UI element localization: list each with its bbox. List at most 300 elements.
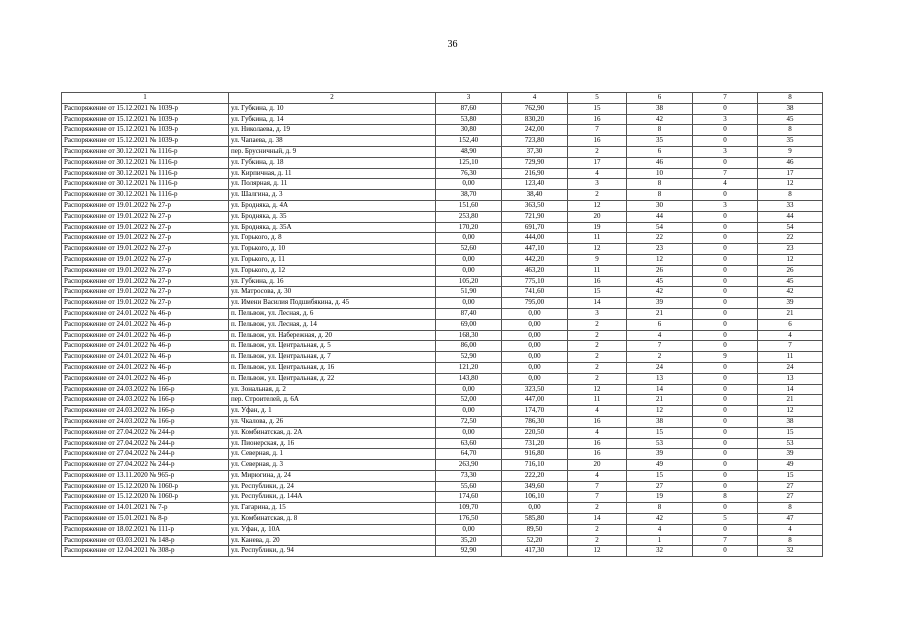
table-cell: 323,50	[502, 384, 568, 395]
table-cell: Распоряжение от 15.12.2021 № 1039-р	[62, 136, 229, 147]
registry-table	[61, 92, 823, 557]
table-cell: 22	[627, 233, 693, 244]
table-cell: 12	[568, 546, 627, 557]
table-cell: 21	[758, 395, 823, 406]
table-cell: ул. Горького, д. 12	[229, 265, 436, 276]
table-body	[62, 103, 823, 556]
table-cell: 0	[693, 125, 758, 136]
table-cell: 170,20	[436, 222, 502, 233]
table-cell: 3	[693, 114, 758, 125]
column-number-header: 4	[502, 93, 568, 104]
table-cell: 0	[693, 265, 758, 276]
table-cell: 174,70	[502, 406, 568, 417]
table-cell: 15	[568, 103, 627, 114]
table-cell: Распоряжение от 15.12.2020 № 1060-р	[62, 481, 229, 492]
table-cell: 691,70	[502, 222, 568, 233]
table-cell: 716,10	[502, 460, 568, 471]
table-cell: ул. Губкина, д. 14	[229, 114, 436, 125]
table-cell: ул. Уфан, д. 10А	[229, 524, 436, 535]
table-row	[62, 395, 823, 406]
table-cell: 417,30	[502, 546, 568, 557]
table-cell: 8	[758, 503, 823, 514]
table-cell: 7	[568, 481, 627, 492]
table-cell: 12	[627, 406, 693, 417]
table-cell: 44	[627, 211, 693, 222]
table-cell: 2	[568, 319, 627, 330]
table-cell: п. Пельвож, ул. Лесная, д. 14	[229, 319, 436, 330]
table-row	[62, 114, 823, 125]
table-cell: 0,00	[436, 265, 502, 276]
table-cell: 0,00	[502, 352, 568, 363]
table-row	[62, 190, 823, 201]
table-cell: 27	[627, 481, 693, 492]
table-cell: п. Пельвож, ул. Центральная, д. 5	[229, 341, 436, 352]
table-cell: ул. Имени Василия Подшибякина, д. 45	[229, 298, 436, 309]
table-cell: ул. Горького, д. 11	[229, 254, 436, 265]
table-cell: 8	[627, 190, 693, 201]
table-cell: 0	[693, 211, 758, 222]
table-cell: 26	[758, 265, 823, 276]
table-row	[62, 200, 823, 211]
table-cell: 87,40	[436, 308, 502, 319]
table-cell: 7	[693, 535, 758, 546]
table-cell: ул. Чапаева, д. 38	[229, 136, 436, 147]
table-cell: 16	[568, 136, 627, 147]
table-cell: 4	[568, 427, 627, 438]
table-cell: 0,00	[502, 503, 568, 514]
table-cell: п. Пельвож, ул. Набережная, д. 20	[229, 330, 436, 341]
table-cell: Распоряжение от 19.01.2022 № 27-р	[62, 254, 229, 265]
table-row	[62, 211, 823, 222]
table-cell: 762,90	[502, 103, 568, 114]
table-cell: 35,20	[436, 535, 502, 546]
table-cell: 220,50	[502, 427, 568, 438]
table-cell: 786,30	[502, 416, 568, 427]
table-cell: 0	[693, 481, 758, 492]
table-row	[62, 168, 823, 179]
table-cell: Распоряжение от 12.04.2021 № 308-р	[62, 546, 229, 557]
table-cell: ул. Бродняка, д. 35	[229, 211, 436, 222]
table-cell: 0	[693, 427, 758, 438]
table-cell: 38	[758, 103, 823, 114]
table-cell: 723,80	[502, 136, 568, 147]
table-cell: 741,60	[502, 287, 568, 298]
table-row	[62, 287, 823, 298]
table-cell: 3	[568, 308, 627, 319]
table-cell: 6	[758, 319, 823, 330]
table-cell: 22	[758, 233, 823, 244]
table-cell: 463,20	[502, 265, 568, 276]
table-cell: 54	[758, 222, 823, 233]
table-cell: Распоряжение от 30.12.2021 № 1116-р	[62, 168, 229, 179]
table-row	[62, 136, 823, 147]
table-cell: 0,00	[502, 319, 568, 330]
table-cell: Распоряжение от 30.12.2021 № 1116-р	[62, 146, 229, 157]
table-row	[62, 503, 823, 514]
table-cell: ул. Уфан, д. 1	[229, 406, 436, 417]
table-cell: 16	[568, 449, 627, 460]
table-cell: Распоряжение от 30.12.2021 № 1116-р	[62, 157, 229, 168]
table-cell: 44	[758, 211, 823, 222]
table-cell: 0	[693, 460, 758, 471]
table-cell: ул. Республики, д. 24	[229, 481, 436, 492]
table-row	[62, 179, 823, 190]
table-cell: 0	[693, 244, 758, 255]
table-cell: 2	[568, 330, 627, 341]
table-cell: Распоряжение от 30.12.2021 № 1116-р	[62, 190, 229, 201]
table-cell: Распоряжение от 24.01.2022 № 46-р	[62, 308, 229, 319]
table-cell: 15	[758, 427, 823, 438]
column-number-header: 1	[62, 93, 229, 104]
table-cell: ул. Мирюгина, д. 24	[229, 470, 436, 481]
table-row	[62, 352, 823, 363]
table-cell: 47	[758, 514, 823, 525]
table-cell: 0	[693, 298, 758, 309]
table-cell: 86,00	[436, 341, 502, 352]
table-cell: 42	[627, 114, 693, 125]
column-number-header: 8	[758, 93, 823, 104]
table-cell: 0	[693, 136, 758, 147]
table-cell: ул. Зональная, д. 2	[229, 384, 436, 395]
table-cell: Распоряжение от 18.02.2021 № 111-р	[62, 524, 229, 535]
table-cell: 3	[568, 179, 627, 190]
table-cell: 168,30	[436, 330, 502, 341]
table-cell: 109,70	[436, 503, 502, 514]
table-cell: 8	[758, 535, 823, 546]
table-cell: Распоряжение от 24.01.2022 № 46-р	[62, 352, 229, 363]
table-cell: 11	[568, 265, 627, 276]
table-cell: 8	[758, 190, 823, 201]
page-number: 36	[447, 39, 458, 50]
table-cell: 0,00	[436, 298, 502, 309]
table-cell: 23	[627, 244, 693, 255]
table-cell: 4	[568, 168, 627, 179]
table-cell: ул. Губкина, д. 16	[229, 276, 436, 287]
table-cell: 447,10	[502, 244, 568, 255]
table-cell: 3	[693, 200, 758, 211]
table-cell: 37,30	[502, 146, 568, 157]
table-cell: 8	[627, 125, 693, 136]
table-row	[62, 449, 823, 460]
table-row	[62, 298, 823, 309]
table-cell: ул. Пионерская, д. 16	[229, 438, 436, 449]
table-cell: 15	[627, 427, 693, 438]
table-cell: 3	[693, 146, 758, 157]
table-cell: ул. Комбинатская, д. 2А	[229, 427, 436, 438]
table-cell: 0	[693, 384, 758, 395]
table-cell: 0	[693, 341, 758, 352]
table-cell: Распоряжение от 19.01.2022 № 27-р	[62, 211, 229, 222]
table-cell: 0	[693, 406, 758, 417]
table-cell: 5	[693, 514, 758, 525]
table-cell: ул. Бродняка, д. 4А	[229, 200, 436, 211]
table-cell: 27	[758, 481, 823, 492]
table-cell: 64,70	[436, 449, 502, 460]
table-cell: 0	[693, 546, 758, 557]
table-cell: 106,10	[502, 492, 568, 503]
table-row	[62, 276, 823, 287]
table-cell: 4	[693, 179, 758, 190]
table-cell: 2	[568, 362, 627, 373]
table-cell: 0	[693, 222, 758, 233]
table-cell: 0	[693, 287, 758, 298]
table-cell: 0,00	[502, 330, 568, 341]
table-row	[62, 103, 823, 114]
table-cell: ул. Республики, д. 94	[229, 546, 436, 557]
table-cell: 731,20	[502, 438, 568, 449]
table-cell: 15	[568, 287, 627, 298]
table-cell: 125,10	[436, 157, 502, 168]
table-row	[62, 146, 823, 157]
table-cell: 14	[568, 514, 627, 525]
table-cell: 444,00	[502, 233, 568, 244]
table-row	[62, 373, 823, 384]
table-cell: 12	[568, 244, 627, 255]
table-row	[62, 514, 823, 525]
table-cell: 15	[758, 470, 823, 481]
table-cell: 10	[627, 168, 693, 179]
table-cell: 0,00	[436, 406, 502, 417]
table-cell: 19	[568, 222, 627, 233]
table-row	[62, 125, 823, 136]
table-cell: 263,90	[436, 460, 502, 471]
table-cell: 87,60	[436, 103, 502, 114]
table-cell: 53	[758, 438, 823, 449]
table-cell: Распоряжение от 15.12.2021 № 1039-р	[62, 125, 229, 136]
table-cell: 72,50	[436, 416, 502, 427]
table-cell: 775,10	[502, 276, 568, 287]
table-cell: 0	[693, 276, 758, 287]
table-row	[62, 438, 823, 449]
table-row	[62, 233, 823, 244]
table-cell: 32	[627, 546, 693, 557]
table-cell: 16	[568, 438, 627, 449]
table-cell: ул. Канева, д. 20	[229, 535, 436, 546]
table-cell: 39	[627, 298, 693, 309]
table-cell: ул. Республики, д. 144А	[229, 492, 436, 503]
table-cell: 38	[627, 416, 693, 427]
table-cell: Распоряжение от 24.01.2022 № 46-р	[62, 362, 229, 373]
table-cell: 2	[568, 524, 627, 535]
table-cell: 2	[568, 146, 627, 157]
table-cell: Распоряжение от 27.04.2022 № 244-р	[62, 449, 229, 460]
table-cell: 76,30	[436, 168, 502, 179]
table-cell: 12	[758, 179, 823, 190]
table-cell: 916,80	[502, 449, 568, 460]
table-cell: 16	[568, 416, 627, 427]
table-cell: Распоряжение от 24.03.2022 № 166-р	[62, 384, 229, 395]
table-cell: 729,90	[502, 157, 568, 168]
table-cell: 30	[627, 200, 693, 211]
table-cell: 11	[568, 395, 627, 406]
table-cell: Распоряжение от 03.03.2021 № 148-р	[62, 535, 229, 546]
table-cell: 4	[758, 330, 823, 341]
table-cell: 38	[758, 416, 823, 427]
table-row	[62, 265, 823, 276]
table-cell: Распоряжение от 19.01.2022 № 27-р	[62, 265, 229, 276]
table-cell: 121,20	[436, 362, 502, 373]
table-cell: 92,90	[436, 546, 502, 557]
table-cell: 12	[568, 200, 627, 211]
table-cell: Распоряжение от 24.01.2022 № 46-р	[62, 330, 229, 341]
table-cell: 49	[627, 460, 693, 471]
table-cell: 12	[758, 406, 823, 417]
table-cell: ул. Полярная, д. 11	[229, 179, 436, 190]
table-cell: 30,80	[436, 125, 502, 136]
table-cell: 21	[627, 395, 693, 406]
table-cell: ул. Матросова, д. 30	[229, 287, 436, 298]
table-cell: 0,00	[436, 233, 502, 244]
table-cell: 0,00	[502, 373, 568, 384]
table-row	[62, 535, 823, 546]
table-cell: Распоряжение от 27.04.2022 № 244-р	[62, 427, 229, 438]
table-cell: 1	[627, 535, 693, 546]
table-cell: 2	[568, 352, 627, 363]
table-row	[62, 460, 823, 471]
column-number-header: 5	[568, 93, 627, 104]
table-cell: п. Пельвож, ул. Лесная, д. 6	[229, 308, 436, 319]
table-cell: 242,00	[502, 125, 568, 136]
table-cell: Распоряжение от 24.03.2022 № 166-р	[62, 416, 229, 427]
table-cell: Распоряжение от 24.03.2022 № 166-р	[62, 395, 229, 406]
table-row	[62, 319, 823, 330]
table-cell: 39	[627, 449, 693, 460]
table-cell: Распоряжение от 19.01.2022 № 27-р	[62, 200, 229, 211]
table-cell: ул. Горького, д. 8	[229, 233, 436, 244]
table-cell: 7	[568, 125, 627, 136]
table-cell: ул. Николаева, д. 19	[229, 125, 436, 136]
table-cell: Распоряжение от 15.12.2021 № 1039-р	[62, 114, 229, 125]
table-cell: п. Пельвож, ул. Центральная, д. 7	[229, 352, 436, 363]
table-cell: Распоряжение от 13.11.2020 № 965-р	[62, 470, 229, 481]
table-cell: 447,00	[502, 395, 568, 406]
table-cell: 253,80	[436, 211, 502, 222]
table-cell: 176,50	[436, 514, 502, 525]
column-number-row	[62, 93, 823, 104]
table-cell: 0	[693, 330, 758, 341]
table-cell: Распоряжение от 19.01.2022 № 27-р	[62, 298, 229, 309]
table-cell: 55,60	[436, 481, 502, 492]
table-cell: 12	[627, 254, 693, 265]
table-cell: 0,00	[436, 384, 502, 395]
table-row	[62, 222, 823, 233]
table-cell: 11	[758, 352, 823, 363]
table-cell: пер. Брусничный, д. 9	[229, 146, 436, 157]
column-number-header: 3	[436, 93, 502, 104]
table-cell: 2	[627, 352, 693, 363]
table-cell: Распоряжение от 19.01.2022 № 27-р	[62, 276, 229, 287]
table-row	[62, 254, 823, 265]
table-cell: Распоряжение от 24.01.2022 № 46-р	[62, 319, 229, 330]
table-cell: 14	[758, 384, 823, 395]
table-cell: 123,40	[502, 179, 568, 190]
table-cell: 2	[568, 373, 627, 384]
table-cell: ул. Губкина, д. 18	[229, 157, 436, 168]
table-cell: 0,00	[436, 179, 502, 190]
table-cell: 105,20	[436, 276, 502, 287]
table-cell: Распоряжение от 15.01.2021 № 8-р	[62, 514, 229, 525]
table-cell: 0	[693, 362, 758, 373]
table-cell: 89,50	[502, 524, 568, 535]
table-cell: 830,20	[502, 114, 568, 125]
table-cell: Распоряжение от 24.01.2022 № 46-р	[62, 341, 229, 352]
table-row	[62, 546, 823, 557]
table-cell: 0,00	[436, 254, 502, 265]
table-cell: ул. Шалгина, д. 3	[229, 190, 436, 201]
table-cell: 17	[568, 157, 627, 168]
table-row	[62, 330, 823, 341]
table-cell: ул. Кирпичная, д. 11	[229, 168, 436, 179]
table-cell: 363,50	[502, 200, 568, 211]
table-cell: 9	[693, 352, 758, 363]
table-cell: 4	[758, 524, 823, 535]
table-cell: 42	[758, 287, 823, 298]
table-cell: 0	[693, 449, 758, 460]
table-row	[62, 492, 823, 503]
table-cell: 52,60	[436, 244, 502, 255]
table-cell: 4	[568, 470, 627, 481]
table-cell: 54	[627, 222, 693, 233]
table-cell: 11	[568, 233, 627, 244]
table-cell: 0	[693, 470, 758, 481]
table-cell: 6	[627, 319, 693, 330]
table-cell: Распоряжение от 24.03.2022 № 166-р	[62, 406, 229, 417]
table-cell: 7	[568, 492, 627, 503]
table-cell: 17	[758, 168, 823, 179]
table-cell: 38,70	[436, 190, 502, 201]
table-row	[62, 362, 823, 373]
table-cell: 0	[693, 254, 758, 265]
table-cell: Распоряжение от 27.04.2022 № 244-р	[62, 438, 229, 449]
table-cell: 42	[627, 287, 693, 298]
table-cell: 0	[693, 524, 758, 535]
table-cell: 0,00	[502, 362, 568, 373]
table-cell: 4	[568, 406, 627, 417]
table-cell: 51,90	[436, 287, 502, 298]
table-cell: 23	[758, 244, 823, 255]
table-cell: Распоряжение от 27.04.2022 № 244-р	[62, 460, 229, 471]
table-row	[62, 244, 823, 255]
table-cell: 0	[693, 103, 758, 114]
table-cell: 152,40	[436, 136, 502, 147]
table-cell: 9	[758, 146, 823, 157]
table-cell: 45	[758, 276, 823, 287]
table-cell: 46	[758, 157, 823, 168]
table-cell: 45	[627, 276, 693, 287]
table-cell: 45	[758, 114, 823, 125]
table-cell: 21	[627, 308, 693, 319]
table-cell: 0	[693, 190, 758, 201]
table-cell: 0,00	[502, 341, 568, 352]
table-cell: 35	[758, 136, 823, 147]
table-cell: 4	[627, 524, 693, 535]
table-cell: 33	[758, 200, 823, 211]
table-cell: 53,80	[436, 114, 502, 125]
table-row	[62, 524, 823, 535]
table-cell: 38	[627, 103, 693, 114]
table-cell: ул. Чкалова, д. 26	[229, 416, 436, 427]
table-row	[62, 384, 823, 395]
table-cell: 0	[693, 308, 758, 319]
table-cell: 585,80	[502, 514, 568, 525]
table-cell: 6	[627, 146, 693, 157]
table-cell: 39	[758, 298, 823, 309]
table-cell: 2	[568, 503, 627, 514]
table-cell: 20	[568, 211, 627, 222]
table-row	[62, 157, 823, 168]
table-cell: 38,40	[502, 190, 568, 201]
table-cell: 21	[758, 308, 823, 319]
